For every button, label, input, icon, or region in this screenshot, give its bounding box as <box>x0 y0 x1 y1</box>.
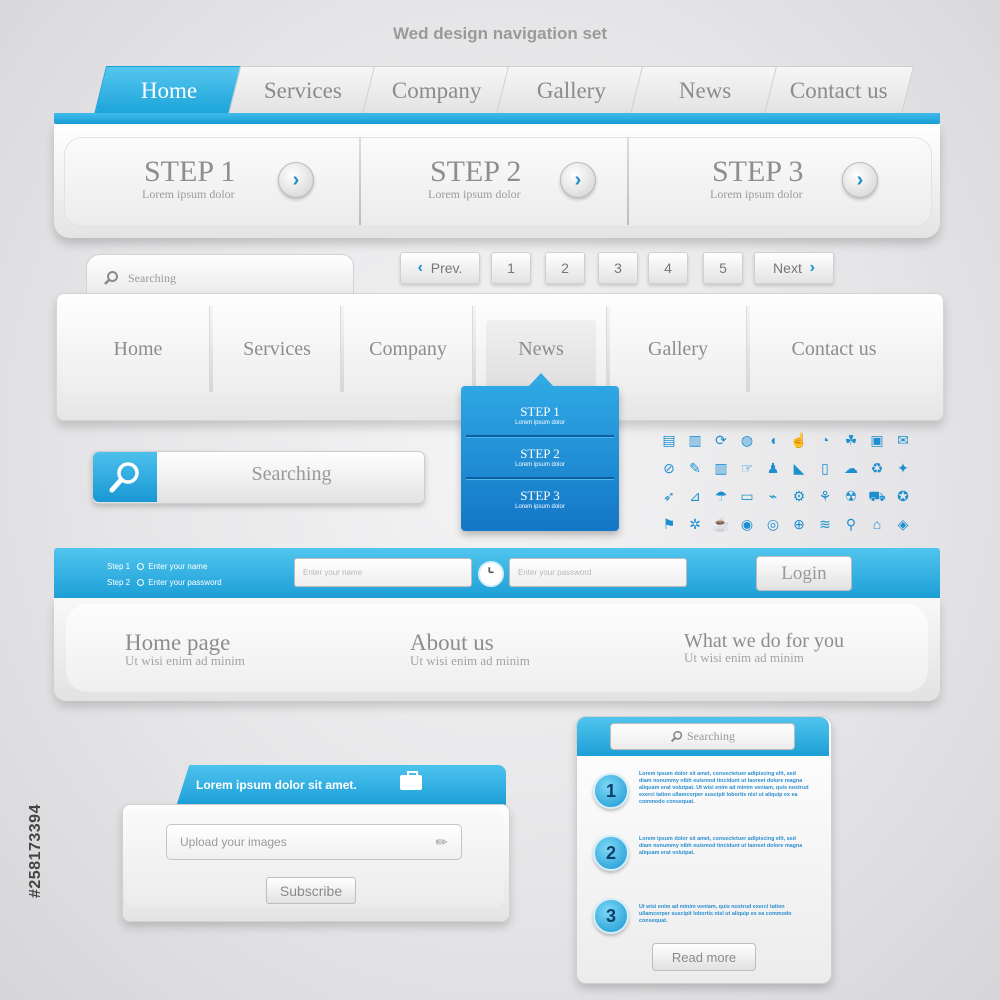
set-icon: ◣ <box>793 460 805 476</box>
step-text: Enter your password <box>148 578 222 587</box>
chevron-right-icon: › <box>856 168 864 191</box>
set-icon: ⊘ <box>663 460 675 476</box>
set-icon: ♟ <box>766 460 780 476</box>
set-icon: ☝ <box>790 432 808 448</box>
upload-placeholder: Upload your images <box>180 835 287 849</box>
step-3-next-button[interactable] <box>842 162 878 198</box>
top-tab-news[interactable] <box>630 66 780 115</box>
top-tab-company[interactable] <box>362 66 512 115</box>
set-icon: ◖ <box>768 432 778 448</box>
name-field[interactable]: Enter your name <box>294 558 472 587</box>
dropdown-separator <box>466 435 614 438</box>
nav2-item-gallery[interactable]: Gallery <box>648 338 708 360</box>
pencil-icon: ✎ <box>431 832 452 852</box>
set-icon: ✦ <box>897 460 909 476</box>
prev-label: Prev. <box>430 260 463 276</box>
menu3-item-about[interactable] <box>410 630 530 669</box>
chevron-left-icon: ‹ <box>417 259 423 276</box>
set-icon: ⛟ <box>868 488 886 504</box>
step-1 <box>144 155 364 202</box>
set-icon: ⚑ <box>662 516 676 532</box>
set-icon: ⊕ <box>793 516 805 532</box>
dropdown-item-title: STEP 1 <box>520 404 560 419</box>
stock-id: #258173394 <box>27 804 44 898</box>
panel-paragraph-3: Ut wisi enim ad minim veniam, quis nostrud exerci tation ullamcorper suscipit lobortis nisl ut aliquip ex ea commodo consequat. <box>639 904 792 924</box>
menu3-title: About us <box>410 630 494 655</box>
nav2-item-home[interactable]: Home <box>113 338 163 360</box>
pagination-next-button[interactable] <box>754 252 834 284</box>
search-icon <box>670 730 683 743</box>
password-field[interactable]: Enter your password <box>509 558 687 587</box>
set-icon: ☕ <box>712 516 730 532</box>
tab-label: Services <box>263 78 342 103</box>
menu3-title: What we do for you <box>684 630 844 652</box>
dropdown-separator <box>466 477 614 480</box>
nav2-item-contact[interactable]: Contact us <box>791 338 877 360</box>
page-number: 2 <box>561 260 569 276</box>
set-icon: ▥ <box>688 432 702 448</box>
clock-icon <box>478 561 504 587</box>
set-icon: ⚘ <box>818 488 832 504</box>
step-subtitle: Lorem ipsum dolor <box>428 187 521 201</box>
search-tab-label: Searching <box>128 271 176 285</box>
set-icon: ⊿ <box>689 488 701 504</box>
briefcase-icon <box>400 775 422 790</box>
panel-paragraph-1: Lorem ipsum dolor sit amet, consectetuer adipiscing elit, sed diam nonummy nibh euismod tincidunt ut laoreet dolore magna aliquam erat volutpat. Ut wisi enim ad minim veniam, quis nostrud exerci tation ullamcorper suscipit lobortis nisl ut aliquip ex ea commodo consequat. <box>639 771 809 805</box>
set-icon: ⟳ <box>715 432 727 448</box>
page-number: 3 <box>614 260 622 276</box>
menu3-item-home[interactable] <box>125 630 245 669</box>
set-icon: ◉ <box>740 516 754 532</box>
dropdown-arrow <box>528 373 554 387</box>
page-number: 1 <box>507 260 515 276</box>
step-3 <box>712 155 932 202</box>
dropdown-item-step-3[interactable] <box>461 488 619 510</box>
page-number: 5 <box>719 260 727 276</box>
set-icon: ➶ <box>663 488 675 504</box>
login-step-2 <box>107 578 222 587</box>
page-number: 4 <box>664 260 672 276</box>
pagination-page-2[interactable] <box>545 252 585 284</box>
set-icon: ✲ <box>689 516 701 532</box>
subscribe-button[interactable]: Subscribe <box>266 877 356 904</box>
step-label: Step 1 <box>107 562 131 571</box>
panel-search-label: Searching <box>687 729 735 743</box>
dropdown-item-step-1[interactable] <box>461 404 619 426</box>
dropdown-item-sub: Lorem ipsum dolor <box>515 462 565 468</box>
login-button[interactable]: Login <box>756 556 852 591</box>
login-step-1 <box>107 562 207 571</box>
tab-label: Home <box>140 78 197 103</box>
read-more-button[interactable]: Read more <box>652 943 756 971</box>
dropdown-item-step-2[interactable] <box>461 446 619 468</box>
tab-label: Contact us <box>790 78 888 103</box>
search-icon <box>103 270 119 286</box>
pagination-page-1[interactable] <box>491 252 531 284</box>
set-icon: ✎ <box>689 460 701 476</box>
menu3-item-what-we-do[interactable] <box>684 630 844 666</box>
set-icon: ☁ <box>844 460 858 476</box>
pagination-page-5[interactable] <box>703 252 743 284</box>
set-icon: ▯ <box>821 460 829 476</box>
nav2-item-services[interactable]: Services <box>243 338 311 360</box>
step-text: Enter your name <box>148 562 208 571</box>
set-icon: ◈ <box>897 516 909 532</box>
tab-label: Company <box>392 78 482 103</box>
search-icon <box>107 459 143 495</box>
set-icon: ◔ <box>820 432 830 448</box>
chevron-right-icon: › <box>574 168 582 191</box>
set-icon: ▤ <box>662 432 676 448</box>
set-icon: ≋ <box>819 516 831 532</box>
dropdown-item-sub: Lorem ipsum dolor <box>515 504 565 510</box>
step-title: STEP 2 <box>430 155 522 188</box>
step-title: STEP 3 <box>712 155 804 188</box>
set-icon: ⌁ <box>768 488 778 504</box>
menu3-sub: Ut wisi enim ad minim <box>684 650 804 665</box>
icon-set <box>656 433 916 532</box>
number-badge-1: 1 <box>593 773 629 809</box>
dropdown-item-title: STEP 3 <box>520 488 560 503</box>
set-icon: ☢ <box>844 488 858 504</box>
tab-label: News <box>678 78 732 103</box>
pagination-page-3[interactable] <box>598 252 638 284</box>
top-tab-gallery[interactable] <box>496 66 646 115</box>
set-icon: ☂ <box>714 488 728 504</box>
set-icon: ♻ <box>870 460 884 476</box>
next-label: Next <box>773 260 802 276</box>
set-icon: ✪ <box>897 488 909 504</box>
step-label: Step 2 <box>107 578 131 587</box>
page-title: Wed design navigation set <box>392 24 608 43</box>
set-icon: ▭ <box>740 488 754 504</box>
set-icon: ⌂ <box>872 516 882 532</box>
set-icon: ⚲ <box>845 516 857 532</box>
set-icon: ☞ <box>740 460 754 476</box>
number-badge-2: 2 <box>593 835 629 871</box>
upload-input[interactable] <box>166 824 462 860</box>
radio-icon <box>137 579 144 586</box>
step-title: STEP 1 <box>144 155 236 188</box>
set-icon: ◍ <box>740 432 754 448</box>
step-2 <box>430 155 650 202</box>
top-tab-contact[interactable] <box>764 66 914 115</box>
pagination-prev-button[interactable] <box>400 252 480 284</box>
panel-paragraph-2: Lorem ipsum dolor sit amet, consectetuer adipiscing elit, sed diam nonummy nibh euismod tincidunt ut laoreet dolore magna aliquam erat volutpat. <box>639 836 803 856</box>
top-tab-home[interactable] <box>94 66 244 115</box>
step-subtitle: Lorem ipsum dolor <box>142 187 235 201</box>
step-subtitle: Lorem ipsum dolor <box>710 187 803 201</box>
menu3-sub: Ut wisi enim ad minim <box>125 653 245 668</box>
set-icon: ☘ <box>844 432 858 448</box>
set-icon: ⚙ <box>792 488 806 504</box>
set-icon: ✉ <box>897 432 909 448</box>
menu3-sub: Ut wisi enim ad minim <box>410 653 530 668</box>
upload-tab-text: Lorem ipsum dolor sit amet. <box>196 778 357 792</box>
top-tab-services[interactable] <box>228 66 378 115</box>
panel-search-input[interactable] <box>610 723 795 750</box>
chevron-right-icon: › <box>292 168 300 191</box>
step-2-next-button[interactable] <box>560 162 596 198</box>
menu3-title: Home page <box>125 630 231 655</box>
nav2-item-company[interactable]: Company <box>369 338 447 360</box>
nav-blue-strip <box>54 113 940 124</box>
number-badge-3: 3 <box>593 898 629 934</box>
dropdown-item-sub: Lorem ipsum dolor <box>515 420 565 426</box>
radio-icon <box>137 563 144 570</box>
set-icon: ▣ <box>870 432 884 448</box>
search-bar-text: Searching <box>251 463 332 485</box>
set-icon: ◎ <box>766 516 780 532</box>
tab-label: Gallery <box>536 78 606 103</box>
pagination-page-4[interactable] <box>648 252 688 284</box>
dropdown-item-title: STEP 2 <box>520 446 560 461</box>
chevron-right-icon: › <box>809 259 815 276</box>
step-1-next-button[interactable] <box>278 162 314 198</box>
nav2-item-news[interactable]: News <box>518 338 564 360</box>
set-icon: ▥ <box>714 460 728 476</box>
